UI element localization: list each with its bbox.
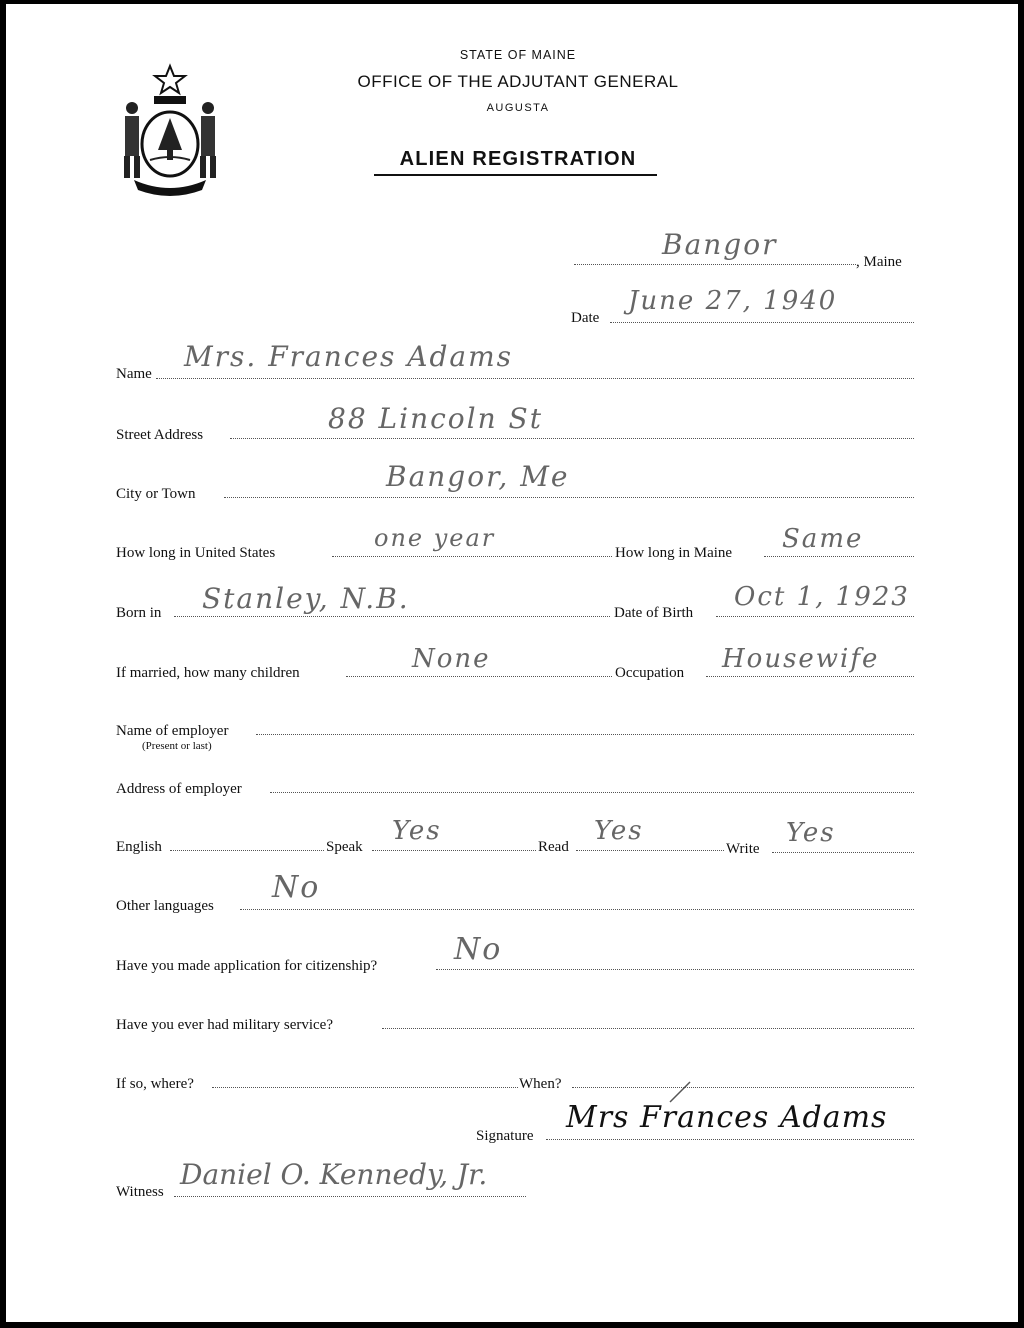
children-label: If married, how many children (116, 665, 300, 681)
maine-duration-line (764, 554, 914, 557)
english-label: English (116, 839, 162, 855)
maine-label: , Maine (856, 254, 902, 270)
citizenship-label: Have you made application for citizenship? (116, 958, 378, 974)
read-line (576, 848, 724, 851)
maine-duration-label: How long in Maine (615, 545, 733, 561)
speak-label: Speak (326, 839, 363, 855)
name-label: Name (116, 366, 152, 382)
occupation-value: Housewife (722, 644, 880, 674)
speak-value: Yes (392, 816, 442, 846)
dob-label: Date of Birth (614, 605, 694, 621)
other-languages-line (240, 907, 914, 910)
when-label: When? (519, 1076, 562, 1092)
military-label: Have you ever had military service? (116, 1017, 333, 1033)
us-duration-line (332, 554, 612, 557)
street-label: Street Address (116, 427, 204, 443)
state-heading: STATE OF MAINE (459, 48, 577, 62)
signature-label: Signature (476, 1128, 534, 1144)
date-line (610, 320, 914, 323)
born-value: Stanley, N.B. (202, 582, 410, 615)
dob-value: Oct 1, 1923 (734, 582, 910, 612)
maine-duration-value: Same (782, 524, 864, 554)
employer-address-label: Address of employer (116, 781, 242, 797)
town-value: Bangor (662, 228, 778, 261)
children-value: None (412, 644, 491, 674)
city-heading: AUGUSTA (486, 102, 550, 114)
city-line (224, 495, 914, 498)
registration-form (6, 4, 1018, 1322)
date-value: June 27, 1940 (628, 286, 838, 316)
read-label: Read (538, 839, 569, 855)
children-line (346, 674, 612, 677)
citizenship-value: No (454, 932, 503, 967)
when-line (572, 1085, 914, 1088)
town-line (574, 262, 856, 265)
speak-line (372, 848, 536, 851)
name-line (156, 376, 914, 379)
english-line (170, 848, 324, 851)
read-value: Yes (594, 816, 644, 846)
where-line (212, 1085, 518, 1088)
witness-line (174, 1194, 526, 1197)
other-languages-value: No (272, 870, 321, 905)
title-underline (374, 174, 657, 176)
occupation-line (706, 674, 914, 677)
employer-address-line (270, 790, 914, 793)
street-value: 88 Lincoln St (328, 402, 543, 435)
dob-line (716, 614, 914, 617)
write-line (772, 850, 914, 853)
name-value: Mrs. Frances Adams (184, 340, 514, 373)
city-value: Bangor, Me (386, 460, 570, 493)
write-label: Write (726, 841, 760, 857)
us-duration-value: one year (374, 524, 496, 552)
employer-line (256, 732, 914, 735)
where-label: If so, where? (116, 1076, 194, 1092)
street-line (230, 436, 914, 439)
witness-value: Daniel O. Kennedy, Jr. (180, 1158, 488, 1191)
us-duration-label: How long in United States (116, 545, 276, 561)
employer-label: Name of employer (116, 723, 229, 739)
date-label: Date (571, 310, 600, 326)
city-label: City or Town (116, 486, 196, 502)
employer-note: (Present or last) (142, 740, 212, 752)
write-value: Yes (786, 818, 836, 848)
other-languages-label: Other languages (116, 898, 214, 914)
office-heading: OFFICE OF THE ADJUTANT GENERAL (357, 72, 679, 91)
citizenship-line (436, 967, 914, 970)
signature-value: Mrs Frances Adams (566, 1100, 888, 1135)
born-label: Born in (116, 605, 162, 621)
occupation-label: Occupation (615, 665, 685, 681)
witness-label: Witness (116, 1184, 164, 1200)
military-line (382, 1026, 914, 1029)
signature-line (546, 1137, 914, 1140)
form-title: ALIEN REGISTRATION (399, 148, 637, 170)
